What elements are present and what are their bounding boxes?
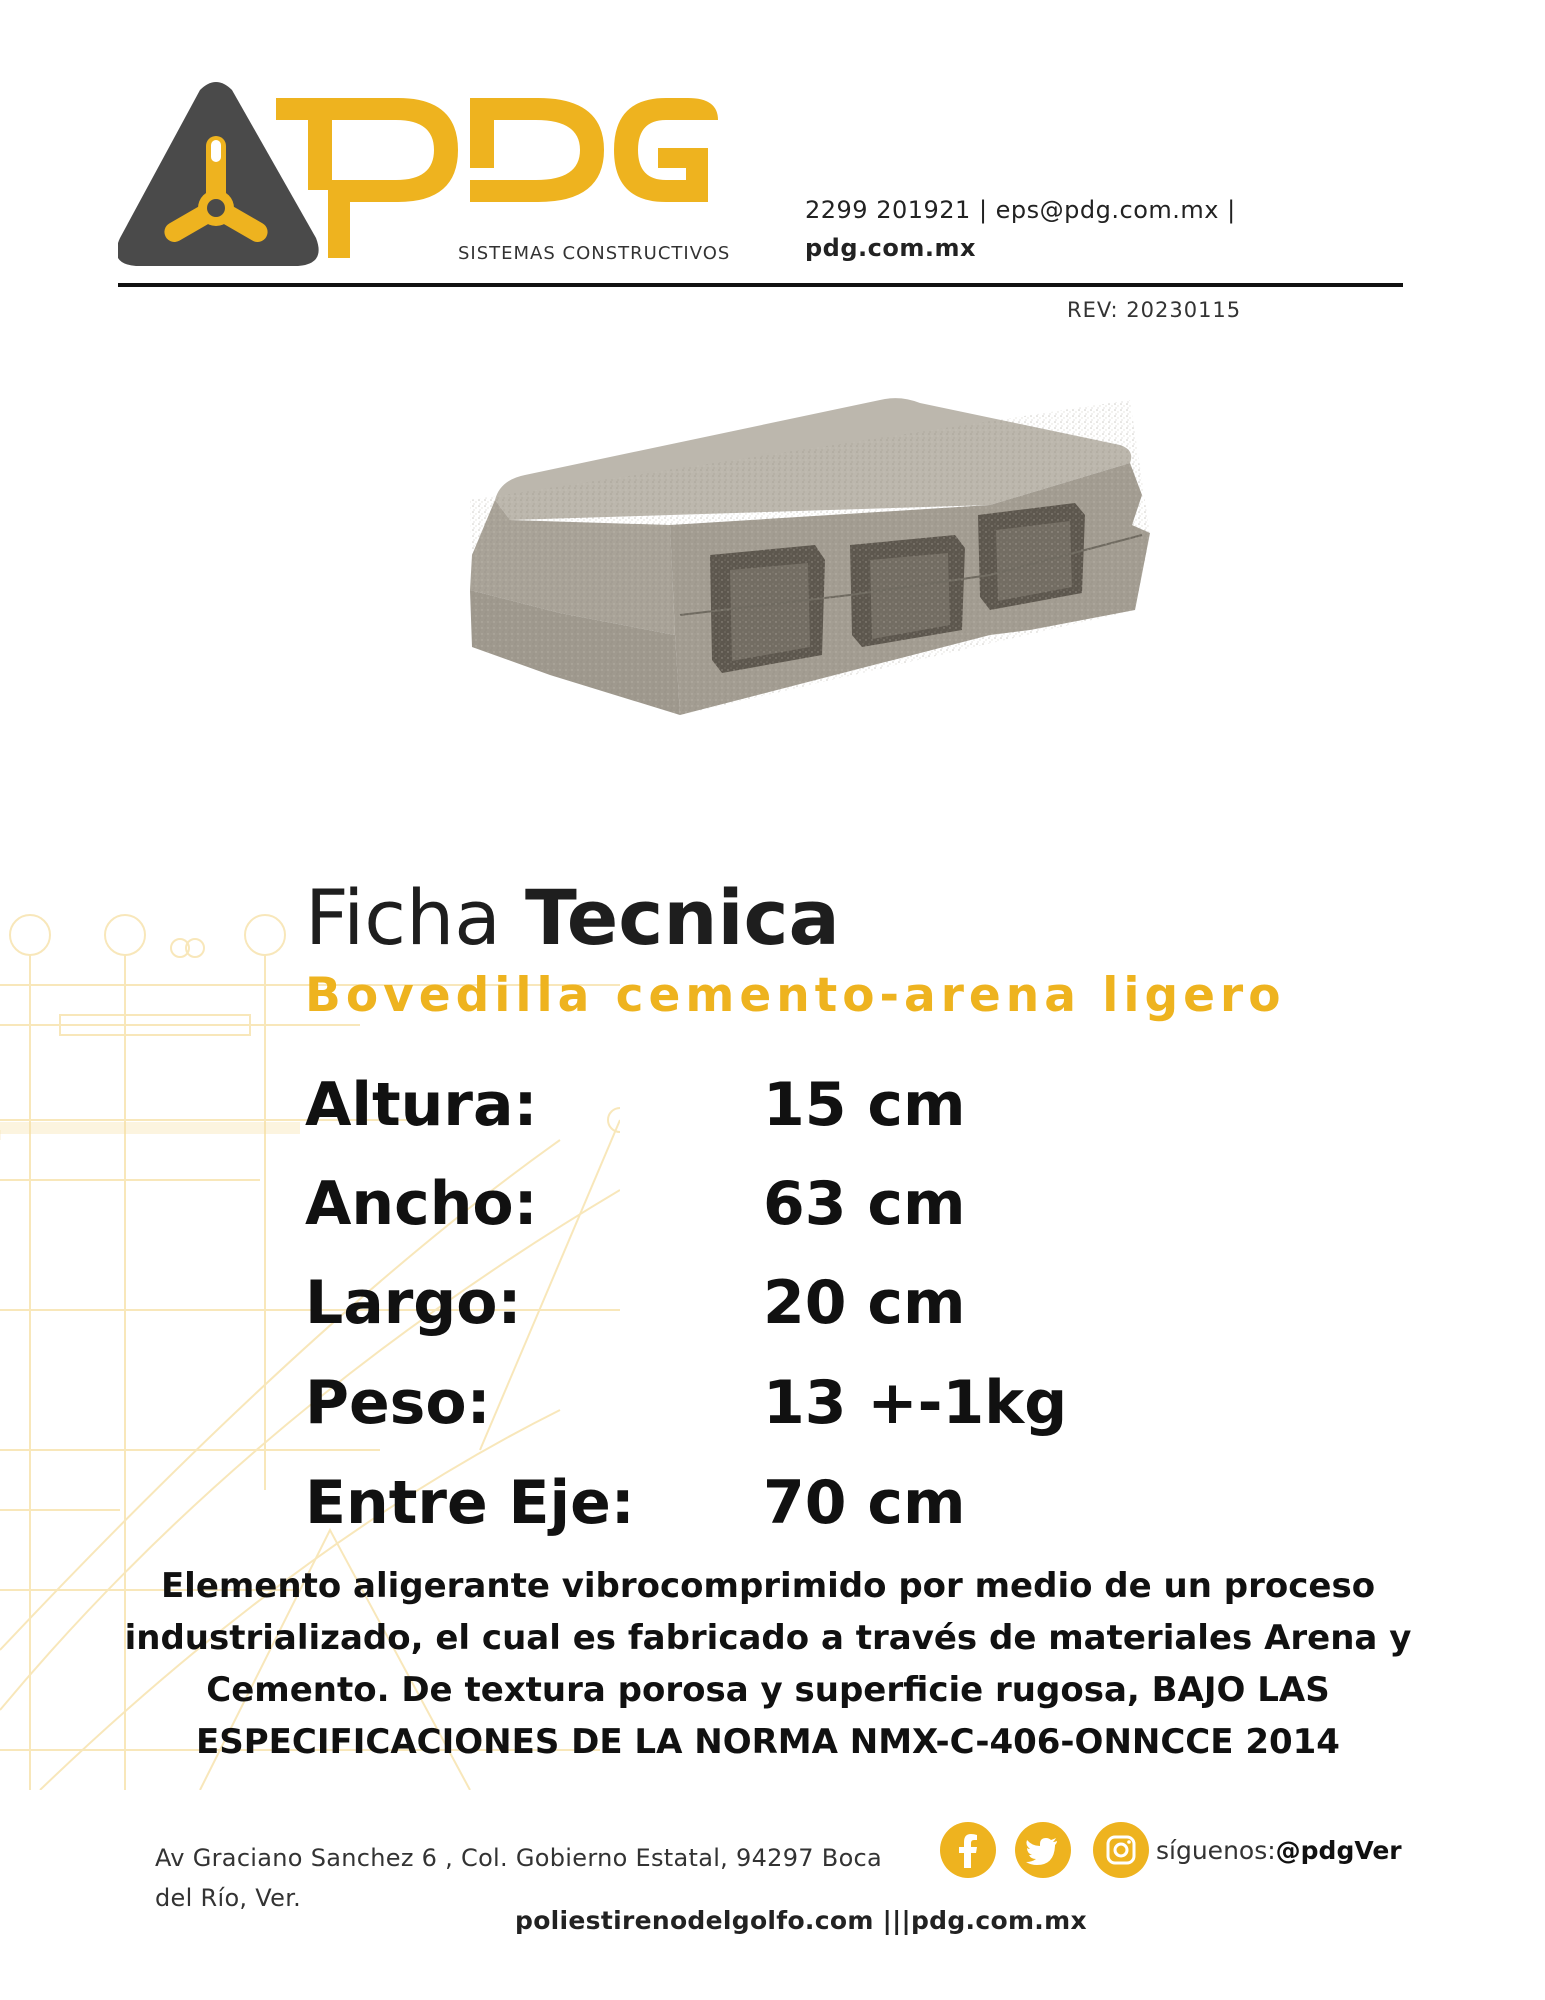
bovedilla-product-image: [430, 385, 1200, 765]
instagram-icon[interactable]: [1093, 1822, 1149, 1878]
twitter-icon[interactable]: [1015, 1822, 1071, 1878]
spec-value: 63 cm: [763, 1169, 966, 1239]
product-subtitle: Bovedilla cemento-arena ligero: [305, 968, 1286, 1023]
header-divider: [118, 283, 1403, 287]
social-follow: [1156, 1836, 1402, 1865]
social-handle[interactable]: @pdgVer: [1275, 1836, 1402, 1865]
spec-row-largo: [305, 1268, 1205, 1353]
facebook-icon[interactable]: [940, 1822, 996, 1878]
logo-subtitle: SISTEMAS CONSTRUCTIVOS: [458, 243, 731, 264]
footer-websites[interactable]: poliestirenodelgolfo.com |||pdg.com.mx: [515, 1906, 1087, 1935]
title-light: Ficha: [305, 873, 501, 962]
spec-label: Altura:: [305, 1070, 538, 1140]
spec-label: Ancho:: [305, 1169, 538, 1239]
spec-value: 15 cm: [763, 1070, 966, 1140]
spec-label: Peso:: [305, 1368, 491, 1438]
follow-prefix: síguenos:: [1156, 1836, 1276, 1865]
spec-row-ancho: [305, 1169, 1205, 1254]
spec-value: 13 +-1kg: [763, 1368, 1068, 1438]
spec-value: 70 cm: [763, 1468, 966, 1538]
spec-label: Largo:: [305, 1268, 522, 1338]
contact-info: 2299 201921 | eps@pdg.com.mx |: [805, 196, 1236, 224]
spec-value: 20 cm: [763, 1268, 966, 1338]
company-address: Av Graciano Sanchez 6 , Col. Gobierno Estatal, 94297 Boca del Río, Ver.: [155, 1844, 883, 1912]
title-bold: Tecnica: [525, 873, 840, 962]
revision-label: REV: 20230115: [1067, 298, 1242, 322]
spec-label: Entre Eje:: [305, 1468, 635, 1538]
website-link[interactable]: pdg.com.mx: [805, 234, 976, 262]
spec-row-entre-eje: [305, 1468, 1205, 1553]
product-description: Elemento aligerante vibrocomprimido por medio de un proceso industrializado, el cual es fabricado a través de materiales Arena y Cemento. De textura porosa y superficie rugosa, BAJO LAS ESPECIFICACIONES DE LA NORMA NMX-C-406-ONNCCE 2014: [124, 1566, 1412, 1762]
spec-row-altura: [305, 1070, 1205, 1155]
spec-row-peso: [305, 1368, 1205, 1453]
page-title: [305, 873, 840, 962]
